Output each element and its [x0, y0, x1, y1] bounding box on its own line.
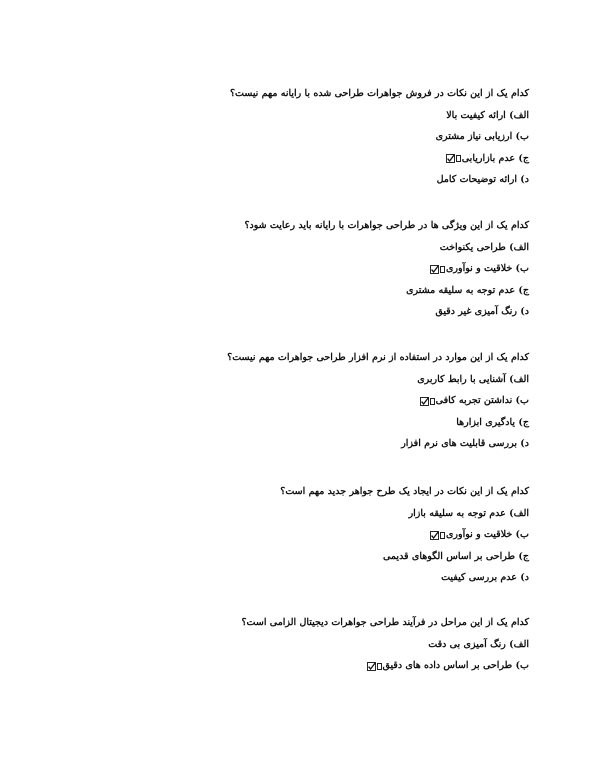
option-label: الف) طراحی یکنواخت [439, 241, 529, 253]
empty-box-icon [430, 398, 435, 405]
empty-box-icon [440, 266, 445, 273]
option-a [242, 639, 530, 651]
question-text: کدام یک از این نکات در ایجاد یک طرح جواهر جدید مهم است؟ [280, 486, 529, 497]
option-c [280, 551, 529, 563]
option-d [230, 174, 529, 186]
option-b [230, 131, 529, 143]
option-label: ب) نداشتن تجربه کافی [435, 395, 529, 407]
question-text: کدام یک از این نکات در فروش جواهرات طراحی شده با رایانه مهم نیست؟ [229, 88, 529, 99]
checked-box-icon [430, 265, 439, 274]
checked-box-icon [420, 397, 429, 406]
option-label: الف) ارائه کیفیت بالا [446, 109, 529, 121]
option-d [280, 572, 529, 584]
option-d [244, 306, 529, 318]
option-label: د) رنگ آمیزی غیر دقیق [435, 306, 529, 318]
empty-box-icon [440, 532, 445, 539]
question-4 [280, 486, 529, 594]
option-label: ب) ارزیابی نیاز مشتری [435, 131, 529, 143]
checked-box-icon [367, 662, 376, 671]
option-label: ج) طراحی بر اساس الگوهای قدیمی [383, 550, 529, 562]
option-label: ب) طراحی بر اساس داده های دقیق [382, 660, 529, 672]
option-label: ج) یادگیری ابزارها [456, 416, 529, 428]
option-c [244, 285, 529, 297]
option-a [230, 110, 529, 122]
question-1 [230, 88, 529, 196]
question-text: کدام یک از این موارد در استفاده از نرم افزار طراحی جواهرات مهم نیست؟ [227, 352, 529, 363]
option-a [280, 508, 529, 520]
option-label: الف) رنگ آمیزی بی دقت [428, 638, 529, 650]
option-label: د) عدم بررسی کیفیت [441, 572, 529, 584]
empty-box-icon [456, 155, 461, 162]
option-label: الف) عدم توجه به سلیقه بازار [408, 507, 529, 519]
question-text: کدام یک از این ویژگی ها در طراحی جواهرات با رایانه باید رعایت شود؟ [244, 220, 529, 231]
option-b [227, 395, 529, 407]
answer-mark [430, 265, 445, 274]
option-label: ج) عدم توجه به سلیقه مشتری [406, 284, 529, 296]
option-label: الف) آشنایی با رابط کاربری [417, 373, 529, 385]
option-label: ب) خلاقیت و نوآوری [445, 263, 529, 275]
option-label: ج) عدم بازاریابی [461, 152, 529, 164]
answer-mark [430, 531, 445, 540]
option-a [227, 374, 529, 386]
option-b [244, 263, 529, 275]
option-b [242, 660, 530, 672]
question-2 [244, 220, 529, 328]
option-b [280, 529, 529, 541]
question-5 [242, 617, 530, 682]
option-label: د) بررسی قابلیت های نرم افزار [401, 438, 529, 450]
option-a [244, 242, 529, 254]
option-label: د) ارائه توضیحات کامل [436, 174, 529, 186]
answer-mark [446, 154, 461, 163]
option-c [227, 417, 529, 429]
option-d [227, 438, 529, 450]
option-label: ب) خلاقیت و نوآوری [445, 529, 529, 541]
empty-box-icon [377, 663, 382, 670]
answer-mark [367, 662, 382, 671]
question-3 [227, 352, 529, 460]
answer-mark [420, 397, 435, 406]
checked-box-icon [446, 154, 455, 163]
checked-box-icon [430, 531, 439, 540]
question-text: کدام یک از این مراحل در فرآیند طراحی جواهرات دیجیتال الزامی است؟ [241, 617, 529, 628]
option-c [230, 153, 529, 165]
